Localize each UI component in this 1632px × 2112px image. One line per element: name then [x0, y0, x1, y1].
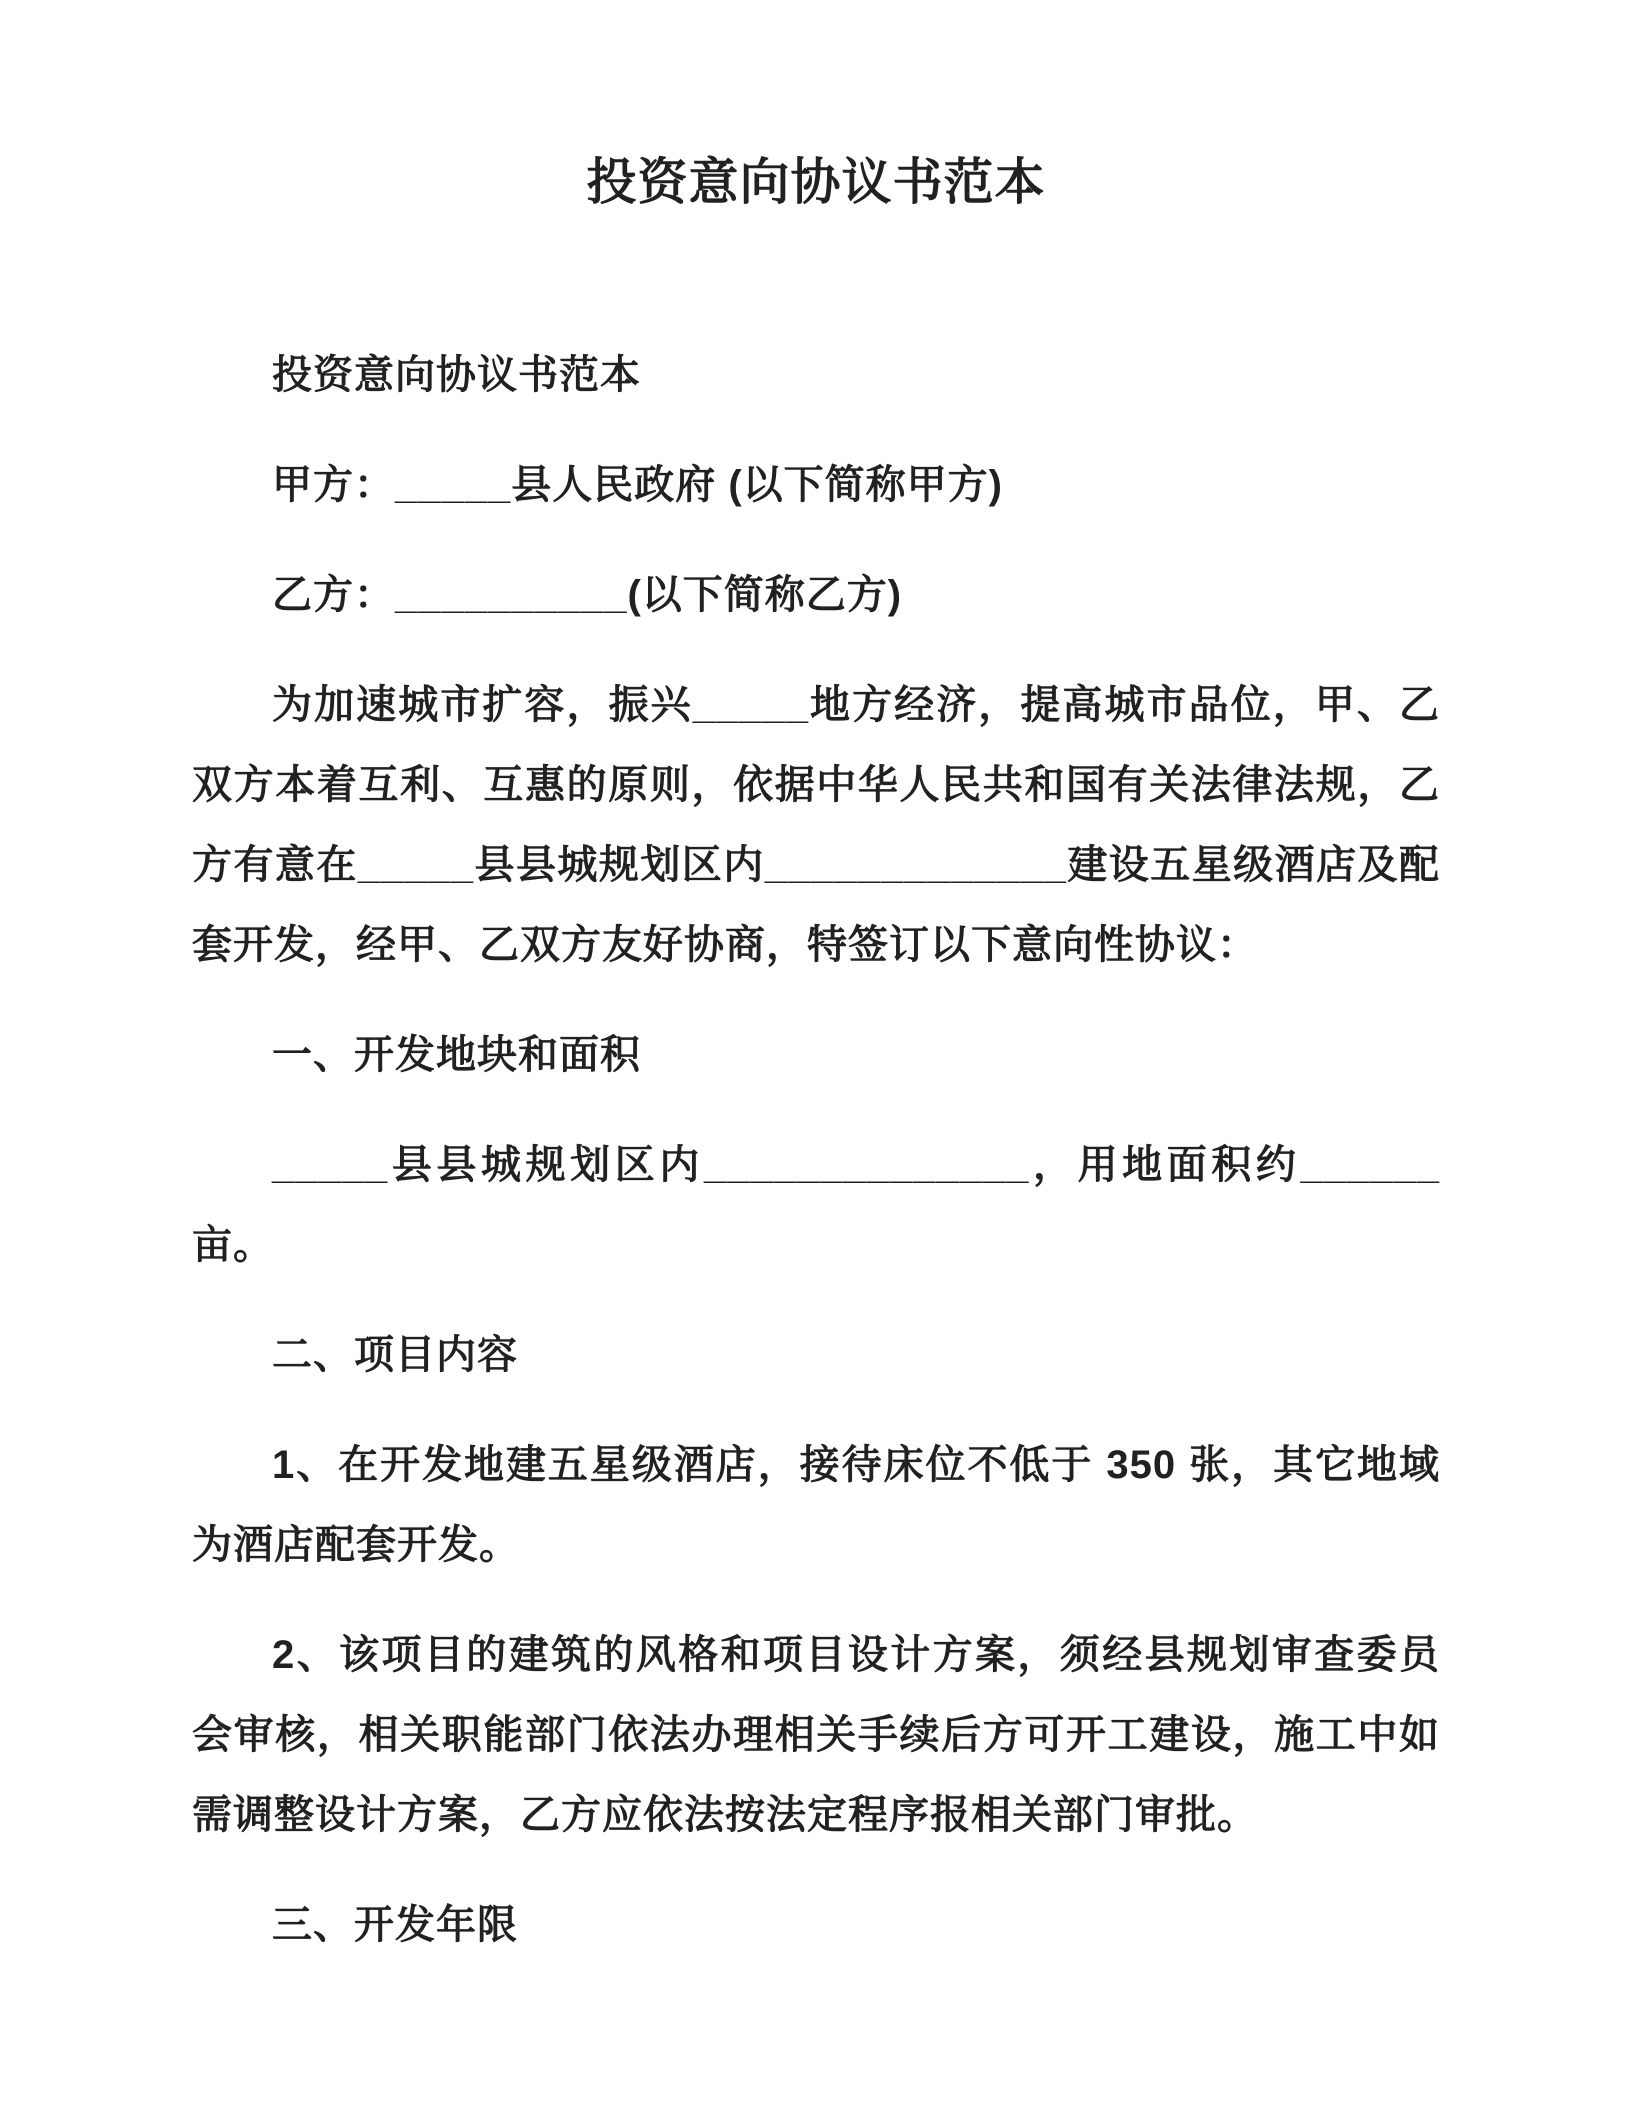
paragraph-party-b: 乙方：__________(以下简称乙方): [272, 573, 903, 617]
paragraph-preamble: 为加速城市扩容，振兴_____地方经济，提高城市品位，甲、乙双方本着互利、互惠的原则，依据中华人民共和国有关法律法规，乙方有意在_____县县城规划区内_____________建设五星级酒店及配套开发，经甲、乙双方友好协商，特签订以下意向性协议：: [192, 683, 1440, 967]
paragraph-section-3-heading: 三、开发年限: [272, 1903, 518, 1947]
paragraph-section-2-item-2: 2、该项目的建筑的风格和项目设计方案，须经县规划审查委员会审核，相关职能部门依法办理相关手续后方可开工建设，施工中如需调整设计方案，乙方应依法按法定程序报相关部门审批。: [192, 1633, 1440, 1837]
paragraph-section-2-item-1: 1、在开发地建五星级酒店，接待床位不低于 350 张，其它地域为酒店配套开发。: [192, 1443, 1440, 1567]
document-title: 投资意向协议书范本: [586, 154, 1046, 210]
paragraph-section-2-heading: 二、项目内容: [272, 1333, 518, 1377]
paragraph-party-a: 甲方：_____县人民政府 (以下简称甲方): [272, 463, 1003, 507]
document-body: [192, 335, 1440, 1965]
paragraph-section-1-heading: 一、开发地块和面积: [272, 1033, 641, 1077]
paragraph-subtitle: 投资意向协议书范本: [272, 353, 641, 397]
paragraph-section-1-body: _____县县城规划区内______________，用地面积约______亩。: [192, 1143, 1440, 1267]
